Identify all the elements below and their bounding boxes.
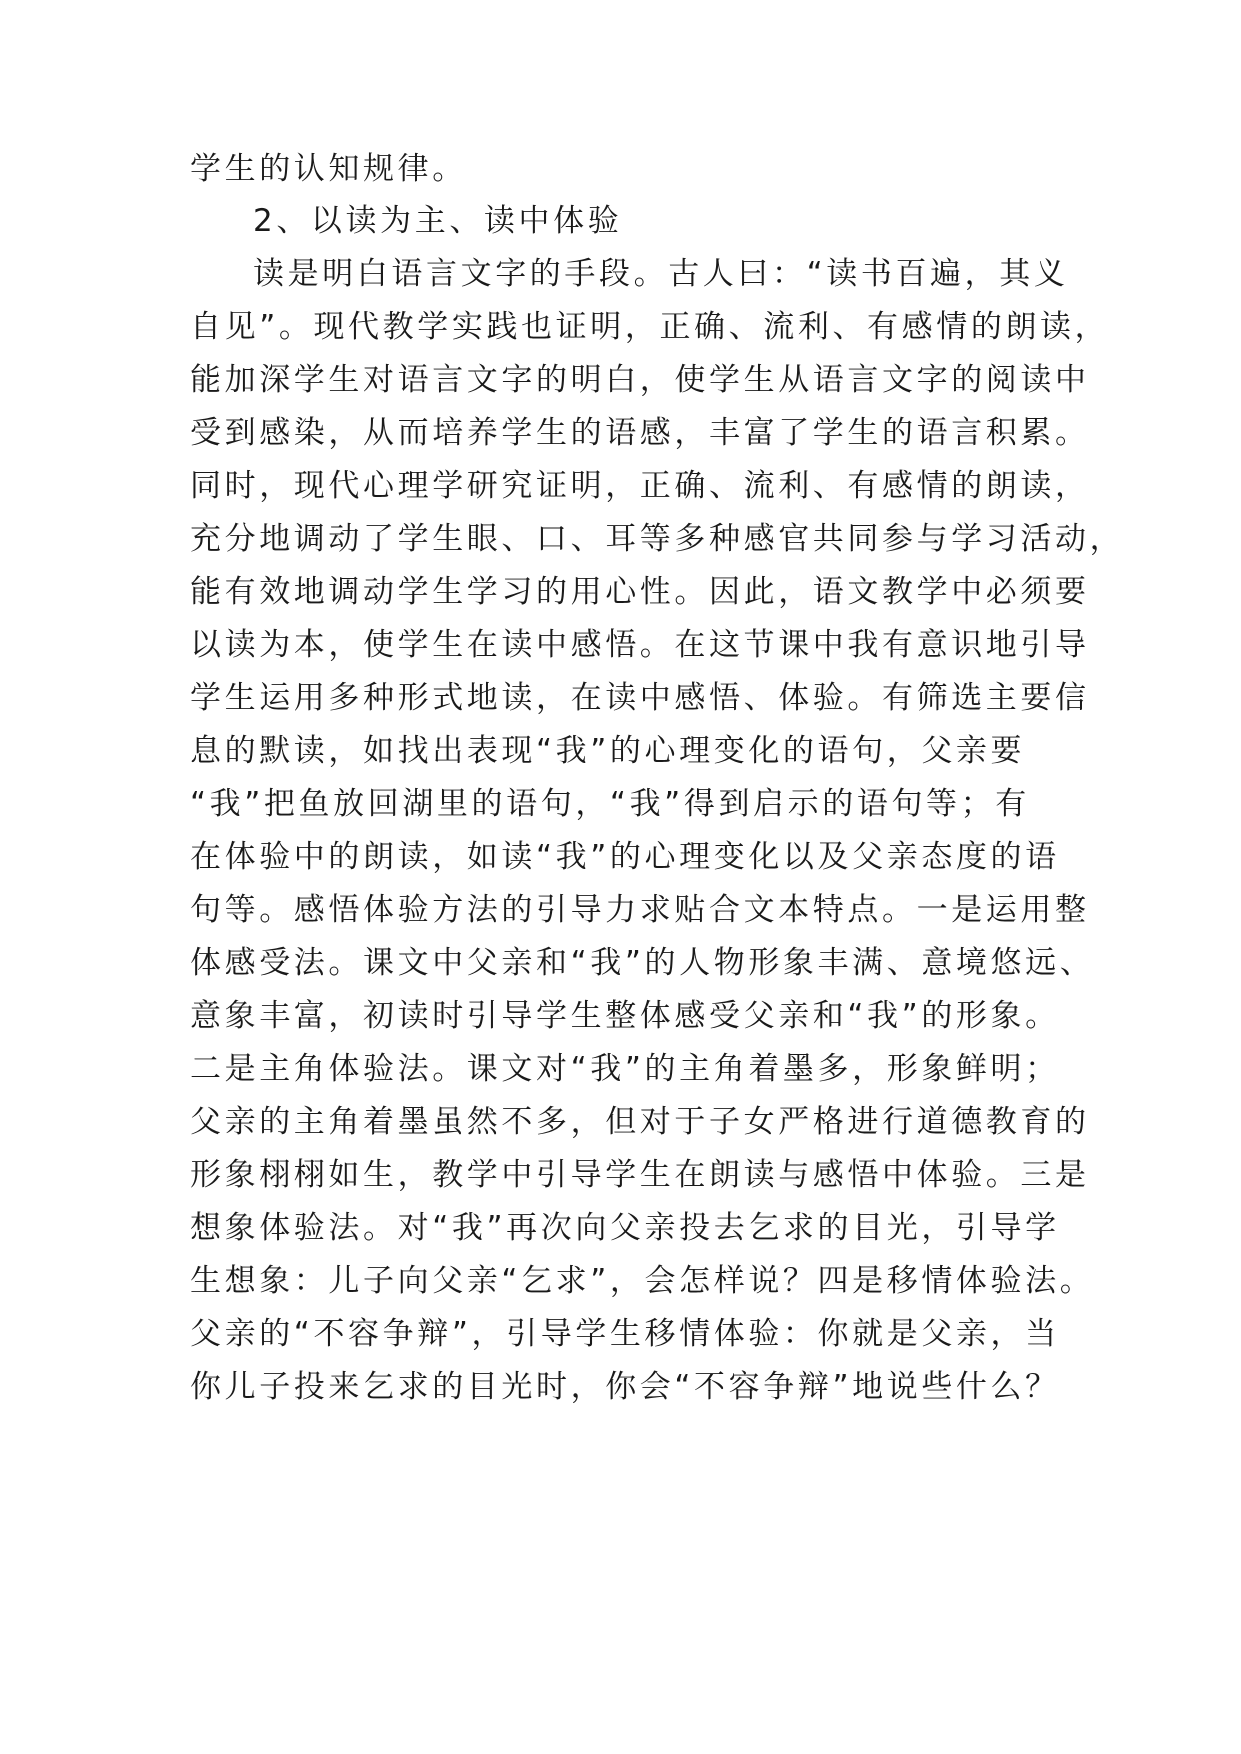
- text-line: 父亲的主角着墨虽然不多，但对于子女严格进行道德教育的: [190, 1104, 1090, 1140]
- text-line: 能加深学生对语言文字的明白，使学生从语言文字的阅读中: [190, 362, 1090, 398]
- text-line: 以读为本，使学生在读中感悟。在这节课中我有意识地引导: [190, 627, 1090, 663]
- section-heading: 2、以读为主、读中体验: [253, 203, 623, 239]
- text-line: 充分地调动了学生眼、口、耳等多种感官共同参与学习活动，: [190, 521, 1125, 557]
- text-line: 体感受法。课文中父亲和“我”的人物形象丰满、意境悠远、: [190, 945, 1095, 981]
- text-line: 父亲的“不容争辩”，引导学生移情体验：你就是父亲，当: [190, 1316, 1060, 1352]
- text-line: 你儿子投来乞求的目光时，你会“不容争辩”地说些什么？: [190, 1369, 1060, 1405]
- text-line: 能有效地调动学生学习的用心性。因此，语文教学中必须要: [190, 574, 1090, 610]
- text-line: 息的默读，如找出表现“我”的心理变化的语句，父亲要: [190, 733, 1026, 769]
- text-line: 读是明白语言文字的手段。古人曰：“读书百遍，其义: [253, 256, 1069, 292]
- text-line: 受到感染，从而培养学生的语感，丰富了学生的语言积累。: [190, 415, 1090, 451]
- text-line: 自见”。现代教学实践也证明，正确、流利、有感情的朗读，: [190, 309, 1110, 345]
- text-line: 形象栩栩如生，教学中引导学生在朗读与感悟中体验。三是: [190, 1157, 1090, 1193]
- text-line: 想象体验法。对“我”再次向父亲投去乞求的目光，引导学: [190, 1210, 1060, 1246]
- text-line: 在体验中的朗读，如读“我”的心理变化以及父亲态度的语: [190, 839, 1060, 875]
- text-line: “我”把鱼放回湖里的语句，“我”得到启示的语句等；有: [190, 786, 1030, 822]
- text-line: 学生运用多种形式地读，在读中感悟、体验。有筛选主要信: [190, 680, 1090, 716]
- text-line: 意象丰富，初读时引导学生整体感受父亲和“我”的形象。: [190, 998, 1060, 1034]
- text-line: 学生的认知规律。: [190, 151, 467, 187]
- text-line: 同时，现代心理学研究证明，正确、流利、有感情的朗读，: [190, 468, 1090, 504]
- text-line: 二是主角体验法。课文对“我”的主角着墨多，形象鲜明；: [190, 1051, 1060, 1087]
- text-line: 生想象：儿子向父亲“乞求”，会怎样说？四是移情体验法。: [190, 1263, 1095, 1299]
- text-line: 句等。感悟体验方法的引导力求贴合文本特点。一是运用整: [190, 892, 1090, 928]
